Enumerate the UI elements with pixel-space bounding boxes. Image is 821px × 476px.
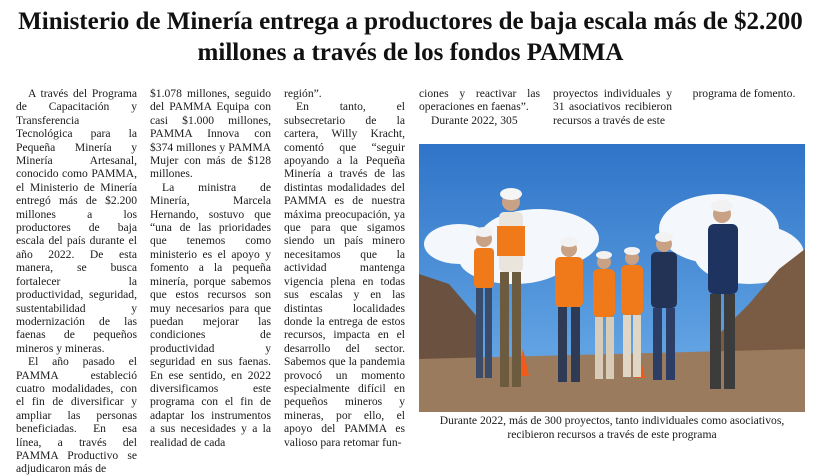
article-photo <box>419 144 805 412</box>
column-5 <box>553 87 672 127</box>
paragraph: región”. <box>284 87 322 100</box>
paragraph: Durante 2022, 305 <box>431 113 518 127</box>
paragraph: A través del Programa de Capacitación y Transferencia Tecnológica para la Pequeña Minería y Minería Artesanal, conocido como PAMMA, el Ministerio de Minería entregó más de $2.200 millones a los productores de baja escala del país durante el año 2022. De esta manera, se busca fortalecer la productividad, seguridad, sustentabilidad y modernización de las faenas de pequeños mineros y mineras. <box>16 87 137 355</box>
column-4 <box>419 87 540 127</box>
paragraph: programa de fomento. <box>692 87 796 100</box>
column-6 <box>683 87 805 100</box>
mining-visit-photo <box>419 144 805 412</box>
paragraph: ciones y reactivar las operaciones en faenas”. <box>419 87 540 114</box>
column-3 <box>284 87 405 449</box>
article-headline: Ministerio de Minería entrega a productores de baja escala más de $2.200 millones a través de los fondos PAMMA <box>18 8 803 66</box>
paragraph: La ministra de Minería, Marcela Hernando, sostuvo que “una de las prioridades que tenemos como ministerio es el apoyo y fomento a la pequeña minería, porque sabemos que estos recursos son muy necesarios para que puedan mejorar las condiciones de productividad y seguridad en sus faenas. En ese sentido, en 2022 diversificamos este programa con el fin de adaptar los instrumentos a sus necesidades y a la realidad de cada <box>150 180 271 449</box>
paragraph: El año pasado el PAMMA estableció cuatro modalidades, con el fin de diversificar y ampliar las personas beneficiadas. En esa línea, a través del PAMMA Productivo se adjudicaron más de <box>16 355 137 476</box>
paragraph: $1.078 millones, seguido del PAMMA Equipa con casi $1.000 millones, PAMMA Innova con $374 millones y PAMMA Mujer con más de $128 millones. <box>150 87 271 181</box>
paragraph: En tanto, el subsecretario de la cartera, Willy Kracht, comentó que “seguir apoyando a la Pequeña Minería a través de las distintas modalidades del PAMMA es de nuestra máxima preocupación, ya que para que sigamos siendo un país minero necesitamos que la actividad mantenga vigencia plena en todas sus escalas y en las distintas localidades donde la entrega de estos recursos, impacta en el desarrollo del sector. Sabemos que la pandemia provocó un momento especialmente difícil en pequeños mineros y mineras, por ello, el apoyo del PAMMA es valioso para retomar fun- <box>284 100 405 449</box>
column-1 <box>16 87 137 476</box>
column-2 <box>150 87 271 449</box>
paragraph: proyectos individuales y 31 asociativos recibieron recursos a través de este <box>553 87 672 127</box>
photo-caption: Durante 2022, más de 300 proyectos, tanto individuales como asociativos, recibieron recursos a través de este programa <box>439 414 785 441</box>
